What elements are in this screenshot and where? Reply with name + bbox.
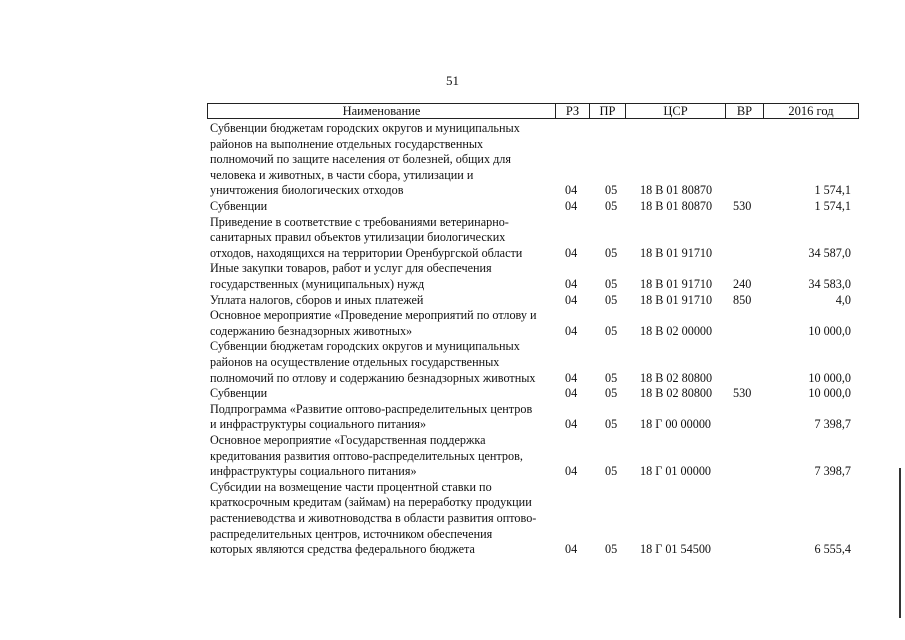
row-rz: 04 (565, 386, 578, 401)
row-name-line: Уплата налогов, сборов и иных платежей (210, 292, 424, 307)
table-row (0, 339, 905, 386)
row-name (210, 261, 555, 292)
row-csr: 18 Г 01 54500 (640, 542, 712, 557)
row-rz: 04 (565, 183, 578, 198)
row-csr: 18 В 02 00000 (640, 323, 713, 338)
row-name-line: уничтожения биологических отходов (210, 183, 404, 198)
row-name (210, 308, 555, 339)
row-pr: 05 (605, 386, 618, 401)
row-pr: 05 (605, 276, 618, 291)
table-row (0, 308, 905, 339)
row-name (210, 433, 555, 480)
row-amount: 34 587,0 (808, 245, 851, 260)
row-name (210, 215, 555, 262)
row-name (210, 199, 555, 215)
row-name (210, 386, 555, 402)
row-csr: 18 В 02 80800 (640, 386, 713, 401)
row-name-line: полномочий по отлову и содержанию безнадзорных животных (210, 370, 536, 385)
row-name-line: районов на выполнение отдельных государственных (210, 136, 484, 151)
row-amount: 10 000,0 (808, 386, 851, 401)
row-vr: 850 (733, 292, 752, 307)
table-row (0, 261, 905, 292)
row-name-line: которых являются средства федерального бюджета (210, 542, 475, 557)
row-amount: 1 574,1 (814, 199, 851, 213)
row-name-line: Субвенции бюджетам городских округов и муниципальных (210, 339, 520, 354)
row-name-line: отходов, находящихся на территории Оренбургской области (210, 245, 523, 260)
row-name-line: государственных (муниципальных) нужд (210, 276, 425, 291)
row-csr: 18 В 01 80870 (640, 183, 713, 198)
row-amount: 4,0 (835, 292, 851, 307)
row-name-line: краткосрочным кредитам (займам) на переработку продукции (210, 495, 532, 510)
row-csr: 18 В 01 91710 (640, 276, 713, 291)
table-row (0, 199, 905, 215)
row-pr: 05 (605, 183, 618, 198)
row-name-line: Основное мероприятие «Проведение мероприятий по отлову и (210, 308, 537, 323)
table-row (0, 386, 905, 402)
row-pr: 05 (605, 245, 618, 260)
row-rz: 04 (565, 542, 578, 557)
row-amount: 7 398,7 (814, 417, 851, 432)
row-name-line: районов на осуществление отдельных государственных (210, 354, 500, 369)
row-csr: 18 Г 00 00000 (640, 417, 712, 432)
row-rz: 04 (565, 292, 578, 307)
row-name-line: Основное мероприятие «Государственная поддержка (210, 432, 486, 447)
row-rz: 04 (565, 417, 578, 432)
header-year: 2016 год (788, 104, 834, 118)
row-amount: 6 555,4 (814, 542, 851, 557)
row-pr: 05 (605, 417, 618, 432)
row-csr: 18 Г 01 00000 (640, 464, 712, 479)
row-name-line: полномочий по защите населения от болезней, общих для (210, 152, 511, 167)
row-pr: 05 (605, 542, 618, 557)
row-name (210, 339, 555, 386)
row-amount: 1 574,1 (814, 183, 851, 198)
row-name-line: распределительных центров, источником обеспечения (210, 526, 493, 541)
scan-edge-mark (899, 468, 901, 618)
row-pr: 05 (605, 323, 618, 338)
row-pr: 05 (605, 464, 618, 479)
row-rz: 04 (565, 370, 578, 385)
row-amount: 7 398,7 (814, 464, 851, 479)
row-pr: 05 (605, 292, 618, 307)
table-row (0, 121, 905, 199)
row-name-line: человека и животных, в части сбора, утилизации и (210, 167, 474, 182)
row-name-line: кредитования развития оптово-распределительных центров, (210, 448, 523, 463)
row-csr: 18 В 01 91710 (640, 292, 713, 307)
row-name-line: Субвенции (210, 386, 268, 401)
header-vr: ВР (726, 104, 764, 118)
row-name-line: Субсидии на возмещение части процентной ставки по (210, 479, 492, 494)
table-body (0, 121, 905, 558)
row-rz: 04 (565, 199, 578, 213)
header-pr: ПР (590, 104, 626, 118)
row-name-line: Подпрограмма «Развитие оптово-распределительных центров (210, 401, 533, 416)
row-vr: 240 (733, 276, 752, 291)
row-name-line: содержанию безнадзорных животных» (210, 323, 413, 338)
row-name-line: Субвенции бюджетам городских округов и муниципальных (210, 121, 520, 135)
header-csr: ЦСР (626, 104, 726, 118)
row-name-line: санитарных правил объектов утилизации биологических (210, 230, 506, 245)
table-header (207, 103, 859, 119)
header-rz: РЗ (556, 104, 590, 118)
row-rz: 04 (565, 276, 578, 291)
row-name-line: Приведение в соответствие с требованиями ветеринарно- (210, 214, 509, 229)
row-amount: 34 583,0 (808, 276, 851, 291)
row-name (210, 121, 555, 199)
row-vr: 530 (733, 386, 752, 401)
row-vr: 530 (733, 199, 752, 213)
row-rz: 04 (565, 464, 578, 479)
table-row (0, 215, 905, 262)
row-pr: 05 (605, 199, 618, 213)
header-name: Наименование (208, 104, 556, 118)
table-row (0, 402, 905, 433)
row-csr: 18 В 02 80800 (640, 370, 713, 385)
row-csr: 18 В 01 91710 (640, 245, 713, 260)
row-csr: 18 В 01 80870 (640, 199, 713, 213)
row-name (210, 402, 555, 433)
row-name-line: Субвенции (210, 199, 268, 213)
row-name (210, 293, 555, 309)
row-rz: 04 (565, 323, 578, 338)
row-name-line: растениеводства и животноводства в области развития оптово- (210, 510, 537, 525)
row-name-line: Иные закупки товаров, работ и услуг для обеспечения (210, 261, 492, 276)
table-row (0, 433, 905, 480)
row-name-line: и инфраструктуры социального питания» (210, 417, 427, 432)
row-amount: 10 000,0 (808, 370, 851, 385)
table-row (0, 293, 905, 309)
table-row (0, 480, 905, 558)
row-amount: 10 000,0 (808, 323, 851, 338)
page-number: 51 (446, 73, 459, 88)
row-name (210, 480, 555, 558)
row-rz: 04 (565, 245, 578, 260)
row-pr: 05 (605, 370, 618, 385)
row-name-line: инфраструктуры социального питания» (210, 464, 417, 479)
